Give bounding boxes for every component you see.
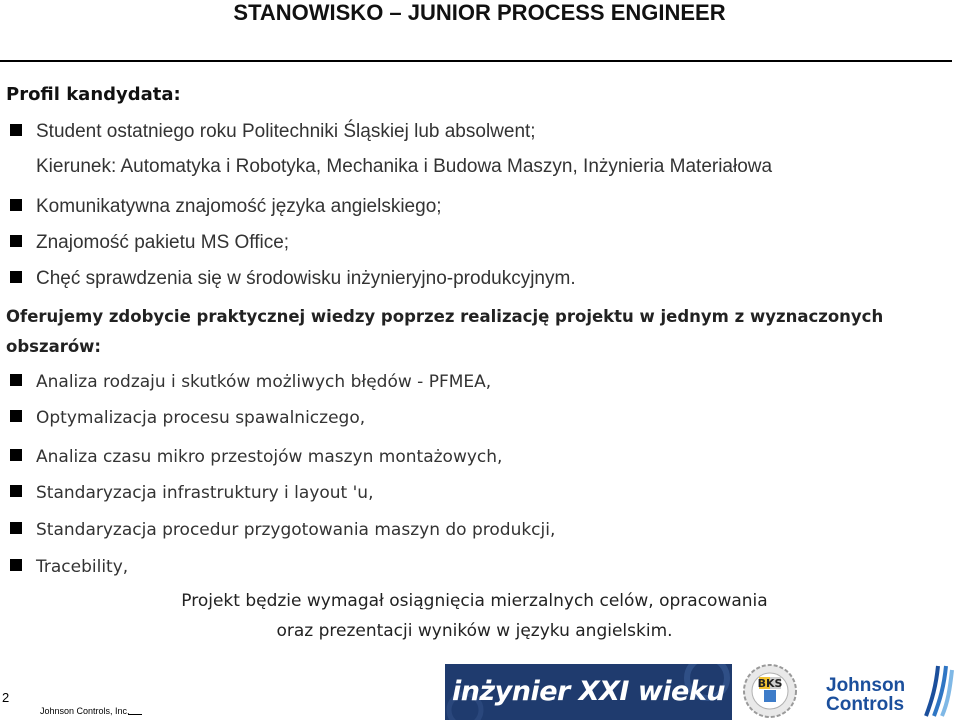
square-bullet-icon: [10, 271, 22, 283]
profile-item-3: [10, 231, 289, 255]
square-bullet-icon: [10, 410, 22, 422]
square-bullet-icon: [10, 199, 22, 211]
square-bullet-icon: [10, 485, 22, 497]
offer-item-text: Analiza czasu mikro przestojów maszyn montażowych,: [36, 447, 503, 467]
offer-item: [10, 555, 128, 579]
square-bullet-icon: [10, 522, 22, 534]
offer-heading: Oferujemy zdobycie praktycznej wiedzy poprzez realizację projektu w jednym z wyznaczonych obszarów:: [6, 307, 884, 356]
johnson-controls-mark-icon: [922, 664, 954, 718]
closing-paragraph: [0, 586, 949, 646]
profile-item-3-text: Znajomość pakietu MS Office;: [36, 232, 290, 253]
closing-line-1: Projekt będzie wymagał osiągnięcia mierzalnych celów, opracowania: [181, 591, 768, 611]
closing-line-2: oraz prezentacji wyników w języku angielskim.: [276, 621, 673, 641]
square-bullet-icon: [10, 449, 22, 461]
offer-item: [10, 406, 365, 430]
offer-item-text: Standaryzacja infrastruktury i layout 'u,: [36, 483, 374, 503]
offer-item: [10, 481, 373, 505]
jc-line-2: Controls: [826, 694, 905, 715]
offer-item-text: Tracebility,: [36, 557, 129, 577]
offer-item: [10, 518, 555, 542]
profile-heading: Profil kandydata:: [6, 84, 181, 105]
title-divider: [0, 60, 952, 62]
footer-company: Johnson Controls, Inc.: [40, 706, 130, 716]
square-bullet-icon: [10, 559, 22, 571]
profile-item-1-sub: Kierunek: Automatyka i Robotyka, Mechanika i Budowa Maszyn, Inżynieria Materiałowa: [36, 156, 773, 177]
bks-logo-text: BKS: [757, 677, 783, 690]
square-bullet-icon: [10, 374, 22, 386]
square-bullet-icon: [10, 124, 22, 136]
johnson-controls-wordmark: [826, 676, 905, 714]
offer-item-text: Standaryzacja procedur przygotowania maszyn do produkcji,: [36, 520, 556, 540]
profile-item-1: [10, 120, 536, 144]
program-logo-text: inżynier XXI wieku: [451, 676, 726, 707]
footer-line: [128, 714, 142, 715]
offer-item: [10, 370, 491, 394]
profile-item-4: [10, 267, 576, 291]
offer-item-text: Analiza rodzaju i skutków możliwych błędów - PFMEA,: [36, 372, 492, 392]
offer-item-text: Optymalizacja procesu spawalniczego,: [36, 408, 366, 428]
bks-logo: [742, 663, 798, 719]
offer-item: [10, 445, 502, 469]
profile-item-4-text: Chęć sprawdzenia się w środowisku inżynieryjno-produkcyjnym.: [36, 268, 576, 289]
page-title: STANOWISKO – JUNIOR PROCESS ENGINEER: [233, 0, 726, 25]
page-number: 2: [2, 690, 10, 705]
jc-line-1: Johnson: [826, 675, 906, 696]
square-bullet-icon: [10, 235, 22, 247]
program-logo: [445, 664, 732, 720]
profile-item-1-text: Student ostatniego roku Politechniki Śląskiej lub absolwent;: [36, 121, 536, 142]
profile-item-2: [10, 195, 442, 219]
profile-item-2-text: Komunikatywna znajomość języka angielskiego;: [36, 196, 442, 217]
